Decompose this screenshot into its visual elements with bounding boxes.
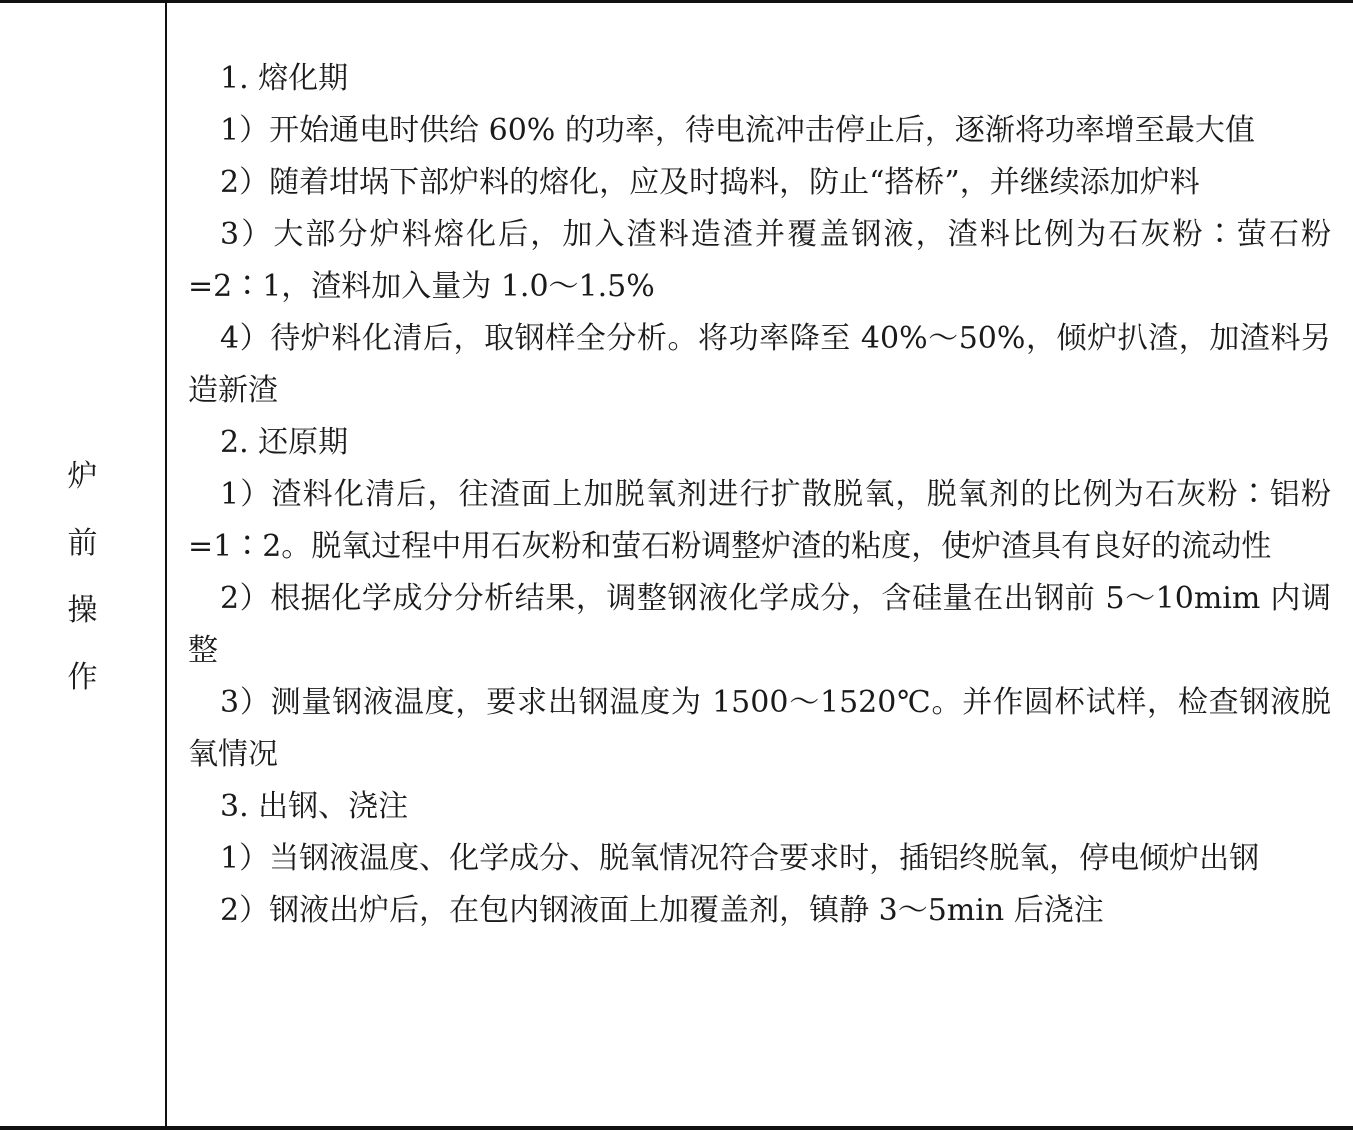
step-text: 3）大部分炉料熔化后，加入渣料造渣并覆盖钢液，渣料比例为石灰粉∶萤石粉 =2∶1，渣料加入量为 1.0～1.5%: [188, 217, 1331, 304]
section-heading-reduction: 2. 还原期: [220, 425, 349, 460]
row-label-cell: [0, 3, 165, 1126]
step-text: 2）根据化学成分分析结果，调整钢液化学成分，含硅量在出钢前 5～10mim 内调整: [188, 581, 1331, 668]
step-text: 4）待炉料化清后，取钢样全分析。将功率降至 40%～50%，倾炉扒渣，加渣料另造新渣: [188, 321, 1331, 408]
row-label-char: 前: [67, 526, 98, 561]
column-divider: [165, 3, 167, 1126]
row-label-char: 炉: [67, 459, 98, 494]
step-text: 1）开始通电时供给 60% 的功率，待电流冲击停止后，逐渐将功率增至最大值: [220, 113, 1255, 148]
step-text: 2）随着坩埚下部炉料的熔化，应及时捣料，防止“搭桥”，并继续添加炉料: [220, 165, 1200, 200]
step-text: 3）测量钢液温度，要求出钢温度为 1500～1520℃。并作圆杯试样，检查钢液脱氧情况: [188, 685, 1331, 772]
section-heading-melting: 1. 熔化期: [220, 61, 349, 96]
step-text: 1）渣料化清后，往渣面上加脱氧剂进行扩散脱氧，脱氧剂的比例为石灰粉∶铝粉 =1∶2。脱氧过程中用石灰粉和萤石粉调整炉渣的粘度，使炉渣具有良好的流动性: [188, 477, 1331, 564]
step-text: 1）当钢液温度、化学成分、脱氧情况符合要求时，插铝终脱氧，停电倾炉出钢: [220, 841, 1260, 876]
row-label-char: 操: [67, 593, 98, 628]
procedure-content-cell: [188, 53, 1331, 937]
row-label-vertical: [0, 443, 165, 711]
row-label-char: 作: [67, 660, 98, 695]
section-heading-tapping: 3. 出钢、浇注: [220, 789, 409, 824]
step-text: 2）钢液出炉后，在包内钢液面上加覆盖剂，镇静 3～5min 后浇注: [220, 893, 1104, 928]
